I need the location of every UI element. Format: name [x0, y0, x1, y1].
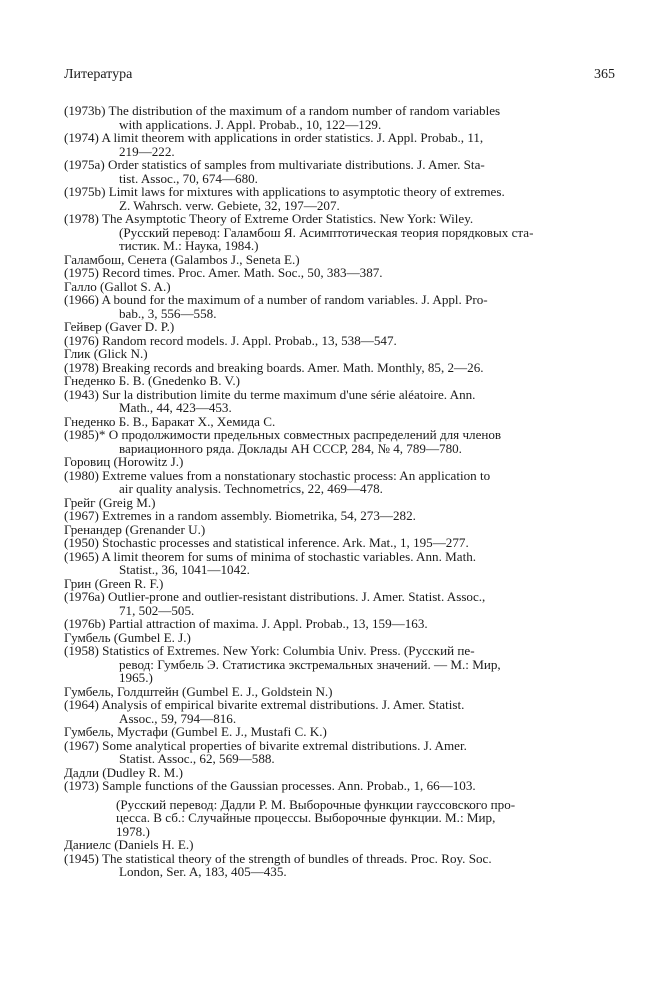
reference-line: Горовиц (Horowitz J.) — [64, 454, 184, 469]
reference-line: (1950) Stochastic processes and statistical inference. Ark. Mat., 1, 195—277. — [64, 535, 469, 550]
reference-line: (1985)* О продолжимости предельных совместных распределений для членов — [64, 427, 502, 442]
reference-line: (1973b) The distribution of the maximum of a random number of random variables — [64, 103, 501, 118]
reference-line: (1958) Statistics of Extremes. New York: Columbia Univ. Press. (Русский пе- — [64, 643, 475, 658]
reference-line: Грин (Green R. F.) — [64, 575, 164, 591]
reference-line: 219—222. — [119, 143, 175, 159]
reference-line: (1975a) Order statistics of samples from multivariate distributions. J. Amer. Sta- — [64, 157, 485, 172]
reference-line: Z. Wahrsch. verw. Gebiete, 32, 197—207. — [119, 197, 340, 213]
reference-line: 1978.) — [116, 823, 150, 839]
reference-line: Гнеденко Б. В. (Gnedenko B. V.) — [64, 373, 240, 388]
reference-line: (1974) A limit theorem with applications in order statistics. J. Appl. Probab., 11, — [64, 130, 484, 145]
reference-list — [64, 104, 617, 879]
reference-line: (1945) The statistical theory of the strength of bundles of threads. Proc. Roy. Soc. — [64, 850, 492, 866]
reference-line: (1966) A bound for the maximum of a number of random variables. J. Appl. Pro- — [64, 292, 488, 307]
reference-line: (1964) Analysis of empirical bivarite extremal distributions. J. Amer. Statist. — [64, 697, 465, 712]
reference-line: Даниелс (Daniels H. E.) — [64, 837, 194, 852]
reference-line: (1965) A limit theorem for sums of minima of stochastic variables. Ann. Math. — [64, 548, 477, 564]
reference-line: (1967) Some analytical properties of bivarite extremal distributions. J. Amer. — [64, 737, 467, 753]
reference-line: (1976b) Partial attraction of maxima. J. Appl. Probab., 13, 159—163. — [64, 616, 428, 631]
reference-line: Гумбель (Gumbel E. J.) — [64, 629, 191, 645]
reference-line: Дадли (Dudley R. M.) — [64, 764, 183, 780]
reference-line: (1975) Record times. Proc. Amer. Math. Soc., 50, 383—387. — [64, 265, 383, 280]
reference-line: (1943) Sur la distribution limite du terme maximum d'une série aléatoire. Ann. — [64, 386, 476, 402]
reference-line: (1980) Extreme values from a nonstationary stochastic process: An application to — [64, 467, 491, 483]
reference-line: (1976) Random record models. J. Appl. Probab., 13, 538—547. — [64, 332, 397, 348]
reference-line: (1978) Breaking records and breaking boards. Amer. Math. Monthly, 85, 2—26. — [64, 359, 484, 375]
running-header — [64, 67, 615, 83]
reference-line: Галамбош, Сенета (Galambos J., Seneta E.) — [64, 251, 300, 267]
reference-line: Assoc., 59, 794—816. — [119, 710, 237, 726]
reference-line: Галло (Gallot S. A.) — [64, 278, 171, 294]
reference-line: (1978) The Asymptotic Theory of Extreme Order Statistics. New York: Wiley. — [64, 211, 474, 226]
reference-line: (1967) Extremes in a random assembly. Biometrika, 54, 273—282. — [64, 508, 416, 523]
reference-line: Гумбель, Мустафи (Gumbel E. J., Mustafi C. K.) — [64, 724, 327, 739]
reference-line: (1976a) Outlier-prone and outlier-resistant distributions. J. Amer. Statist. Assoc., — [64, 589, 486, 604]
reference-line: with applications. J. Appl. Probab., 10, 122—129. — [119, 116, 382, 132]
reference-line: bab., 3, 556—558. — [119, 305, 217, 321]
reference-line: Statist. Assoc., 62, 569—588. — [119, 751, 275, 766]
reference-line: вариационного ряда. Доклады АН СССР, 284, № 4, 789—780. — [119, 440, 462, 456]
reference-line: Math., 44, 423—453. — [119, 400, 232, 415]
reference-line: Гренандер (Grenander U.) — [64, 521, 206, 537]
reference-line: Грейг (Greig M.) — [64, 494, 156, 510]
reference-line: ревод: Гумбель Э. Статистика экстремальных значений. — М.: Мир, — [119, 656, 501, 672]
reference-line: tist. Assoc., 70, 674—680. — [119, 170, 258, 186]
reference-line: (1975b) Limit laws for mixtures with applications to asymptotic theory of extremes. — [64, 184, 505, 199]
reference-line: 1965.) — [119, 670, 153, 685]
running-title: Литература — [64, 67, 133, 82]
reference-line: (1973) Sample functions of the Gaussian processes. Ann. Probab., 1, 66—103. — [64, 778, 476, 793]
reference-line: Глик (Glick N.) — [64, 346, 148, 361]
reference-line: Гейвер (Gaver D. P.) — [64, 319, 175, 334]
reference-line: London, Ser. A, 183, 405—435. — [119, 864, 287, 879]
reference-line: Гумбель, Голдштейн (Gumbel E. J., Goldstein N.) — [64, 683, 333, 699]
reference-line: цесса. В сб.: Случайные процессы. Выборочные функции. М.: Мир, — [116, 810, 496, 825]
reference-line: тистик. М.: Наука, 1984.) — [119, 238, 259, 253]
page-number: 365 — [594, 67, 615, 82]
reference-line: (Русский перевод: Дадли Р. М. Выборочные функции гауссовского про- — [116, 796, 516, 812]
reference-line: (Русский перевод: Галамбош Я. Асимптотическая теория порядковых ста- — [119, 224, 534, 240]
reference-line: air quality analysis. Technometrics, 22, 469—478. — [119, 481, 383, 496]
reference-line: Гнеденко Б. В., Баракат Х., Хемида С. — [64, 413, 276, 429]
reference-line: Statist., 36, 1041—1042. — [119, 562, 250, 577]
reference-line: 71, 502—505. — [119, 602, 195, 618]
